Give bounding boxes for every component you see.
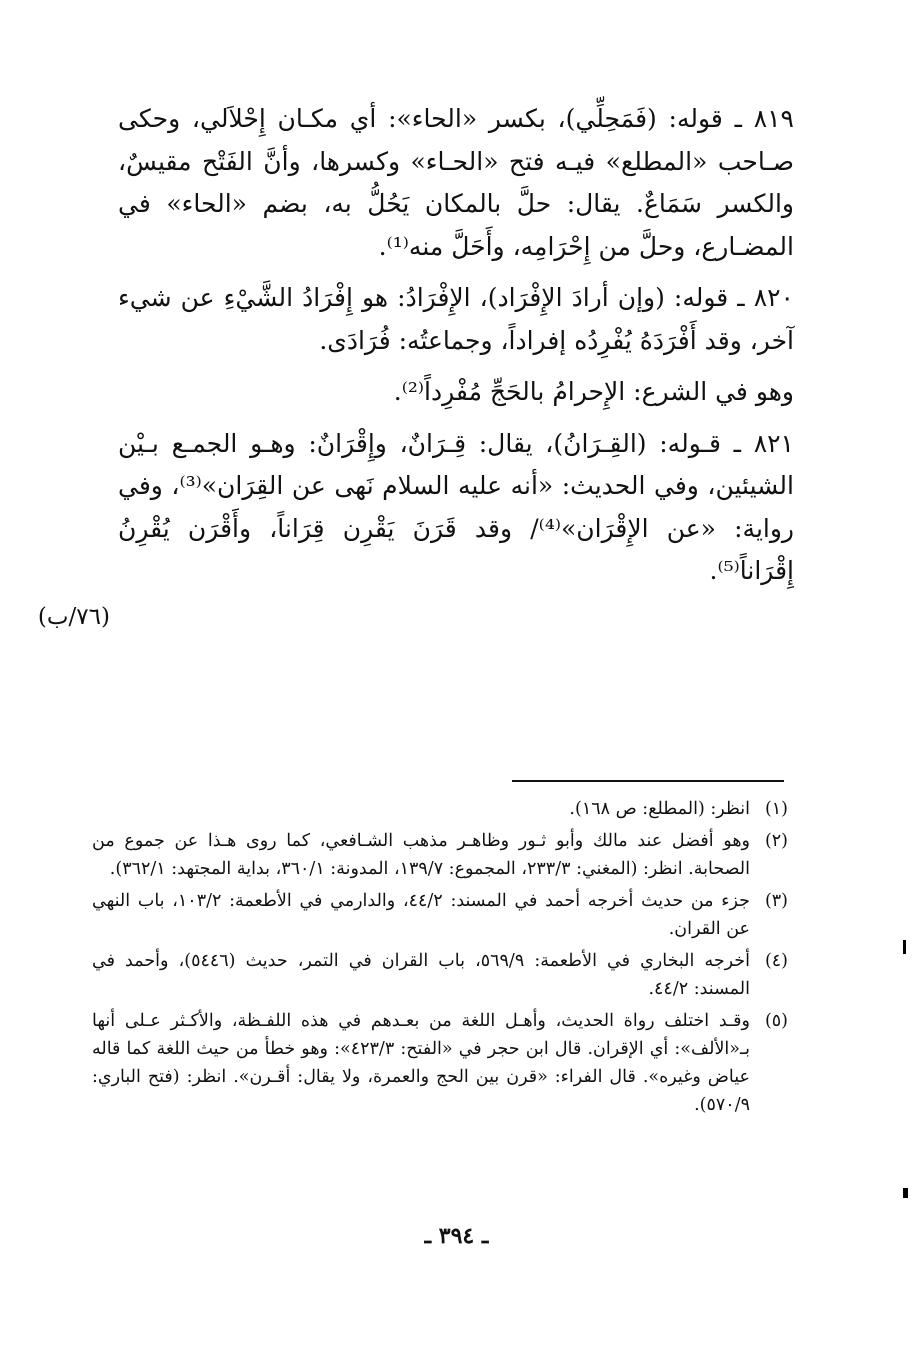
footnotes-section — [92, 795, 788, 1123]
footnote-number: (٥) — [764, 1011, 788, 1031]
footnote-number: (٤) — [764, 951, 788, 971]
footnote-separator — [512, 780, 784, 782]
manuscript-folio-reference: (٧٦/ب) — [37, 604, 110, 630]
scan-artifact — [903, 940, 906, 954]
paragraph-sharia-definition: وهو في الشرع: الإِحرامُ بالحَجِّ مُفْرِداً⁽²⁾. — [393, 377, 794, 406]
footnote-number: (١) — [764, 799, 788, 819]
paragraph-819: ٨١٩ ـ قوله: (فَمَحِلِّي)، بكسر «الحاء»: أي مكـان إِحْلاَلي، وحكى صـاحب «المطلع» فيـه فتح «الحـاء» وكسرها، وأنَّ الفَتْح مقيسٌ، والكسر سَمَاعٌ. يقال: حلَّ بالمكان يَحُلُّ به، بضم «الحاء» في المضـارع، وحلَّ من إِحْرَامِه، وأَحَلَّ منه⁽¹⁾. — [118, 104, 794, 261]
footnote-5 — [92, 1007, 788, 1119]
footnote-text: جزء من حديث أخرجه أحمد في المسند: ٤٤/٢، والدارمي في الأطعمة: ١٠٣/٢، باب النهي عن القران. — [92, 891, 750, 939]
scan-artifact — [903, 1188, 908, 1198]
footnote-number: (٣) — [764, 891, 788, 911]
main-text-block — [118, 98, 794, 605]
footnote-number: (٢) — [764, 831, 788, 851]
footnote-3 — [92, 887, 788, 943]
footnote-2 — [92, 827, 788, 883]
paragraph-821: ٨٢١ ـ قـوله: (القِـرَانُ)، يقال: قِـرَانٌ، وإِقْرَانٌ: وهـو الجمـع بـيْن الشيئين، وفي الحديث: «أنه عليه السلام نَهى عن القِرَان»⁽³⁾، وفي رواية: «عن الإِقْرَان»⁽⁴⁾/ وقد قَرَنَ يَقْرِن قِرَاناً، وأَقْرَن يُقْرِنُ إِقْرَاناً⁽⁵⁾. — [118, 428, 795, 585]
footnote-text: انظر: (المطلع: ص ١٦٨). — [569, 799, 750, 819]
footnote-4 — [92, 947, 788, 1003]
footnote-text: أخرجه البخاري في الأطعمة: ٥٦٩/٩، باب القران في التمر، حديث (٥٤٤٦)، وأحمد في المسند: ٤٤/٢. — [92, 951, 750, 999]
footnote-text: وهو أفضل عند مالك وأبو ثـور وظاهـر مذهب الشـافعي، كما روى هـذا عن جموع من الصحابة. انظر: (المغني: ٢٣٣/٣، المجموع: ١٣٩/٧، المدونة: ٣٦٠/١، بداية المجتهد: ٣٦٢/١). — [92, 831, 750, 879]
paragraph-820: ٨٢٠ ـ قوله: (وإن أرادَ الإِفْرَاد)، الإِفْرَادُ: هو إِفْرَادُ الشَّيْءِ عن شيء آخر، وقد أَفْرَدَهُ يُفْرِدُه إفراداً، وجماعتُه: فُرَادَى. — [118, 283, 794, 355]
footnote-1 — [92, 795, 788, 823]
page-number: ـ ٣٩٤ ـ — [424, 1223, 489, 1249]
footnote-text: وقـد اختلف رواة الحديث، وأهـل اللغة من بعـدهم في هذه اللفـظة، والأكـثر عـلى أنها بـ«الألف»: أي الإقران. قال ابن حجر في «الفتح: ٤٢٣/٣»: وهو خطأ من حيث اللغة كما قاله عياض وغيره». قال الفراء: «قرن بين الحج والعمرة، ولا يقال: أقـرن». انظر: (فتح الباري: ٥٧٠/٩). — [92, 1011, 750, 1115]
